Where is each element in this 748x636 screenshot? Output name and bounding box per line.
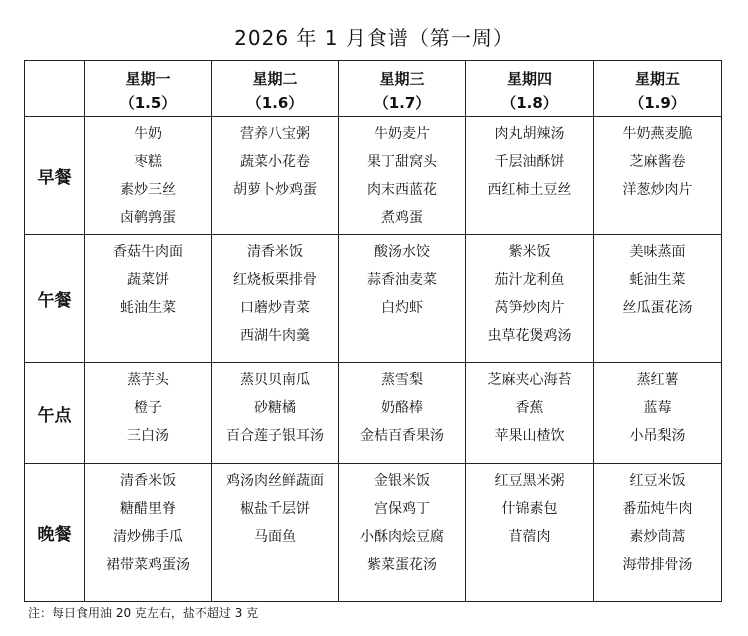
dish-item: 清香米饭 (247, 244, 303, 260)
dish-item: 卤鹌鹑蛋 (120, 210, 176, 226)
dish-item: 蓝莓 (643, 400, 672, 416)
dish-item: 蔬菜饼 (127, 272, 169, 288)
dish-item: 营养八宝粥 (240, 126, 310, 142)
dish-item: 红豆黑米粥 (494, 473, 565, 489)
dish-item: 百合莲子银耳汤 (226, 428, 324, 444)
dish-item: 茄汁龙利鱼 (494, 272, 565, 288)
dish-item: 肉丸胡辣汤 (494, 126, 565, 142)
page-title: 2026 年 1 月食谱（第一周） (234, 26, 514, 50)
dish-item: 素炒茼蒿 (629, 529, 686, 545)
dish-item: 肉末西蓝花 (367, 182, 437, 198)
dish-item: 蒜香油麦菜 (367, 272, 437, 288)
menu-cell (85, 363, 212, 464)
menu-cell (212, 117, 339, 235)
dish-item: 牛奶燕麦脆 (622, 126, 693, 142)
dish-item: 小酥肉烩豆腐 (360, 529, 444, 545)
header-row (25, 61, 722, 117)
dish-item: 苹果山楂饮 (494, 428, 565, 444)
menu-cell (466, 235, 594, 363)
day-header (594, 61, 722, 117)
meal-label: 早餐 (25, 117, 85, 235)
dish-item: 蚝油生菜 (629, 272, 686, 288)
day-header (85, 61, 212, 117)
dish-item: 宫保鸡丁 (374, 501, 430, 517)
dish-item: 鸡汤肉丝鲜蔬面 (226, 473, 324, 489)
menu-cell (212, 464, 339, 602)
dish-item: 蚝油生菜 (120, 300, 176, 316)
dish-item: 煮鸡蛋 (381, 210, 423, 226)
dish-item: 牛奶 (134, 126, 162, 142)
dish-item: 香蕉 (515, 400, 544, 416)
dish-item: 金银米饭 (374, 473, 430, 489)
menu-cell (594, 363, 722, 464)
menu-table (24, 60, 722, 602)
day-date: （1.7） (373, 94, 431, 112)
dish-item: 红烧板栗排骨 (233, 272, 317, 288)
menu-cell (466, 363, 594, 464)
menu-cell (212, 363, 339, 464)
corner-cell (25, 61, 85, 117)
dish-item: 美味蒸面 (629, 244, 686, 260)
menu-cell (594, 235, 722, 363)
day-name: 星期四 (506, 70, 552, 88)
day-date: （1.8） (501, 94, 558, 112)
dish-item: 蒸雪梨 (381, 372, 423, 388)
menu-cell (85, 117, 212, 235)
menu-cell (85, 235, 212, 363)
dish-item: 清香米饭 (120, 473, 176, 489)
day-header (212, 61, 339, 117)
dish-item: 番茄炖牛肉 (622, 501, 693, 517)
dish-item: 三白汤 (127, 428, 169, 444)
meal-row (25, 117, 722, 235)
dish-item: 香菇牛肉面 (113, 244, 183, 260)
dish-item: 酸汤水饺 (374, 244, 430, 260)
dish-item: 胡萝卜炒鸡蛋 (233, 182, 317, 198)
dish-item: 橙子 (134, 400, 162, 416)
day-name: 星期五 (634, 70, 680, 88)
dish-item: 素炒三丝 (120, 182, 176, 198)
dish-item: 糖醋里脊 (120, 501, 176, 517)
day-date: （1.5） (119, 94, 177, 112)
dish-item: 紫菜蛋花汤 (367, 557, 437, 573)
day-date: （1.9） (629, 94, 686, 112)
menu-cell (339, 117, 466, 235)
dish-item: 莴笋炒肉片 (494, 300, 565, 316)
day-header (339, 61, 466, 117)
menu-cell (85, 464, 212, 602)
dish-item: 马面鱼 (254, 529, 296, 545)
day-name: 星期一 (125, 70, 171, 88)
dish-item: 金桔百香果汤 (360, 428, 444, 444)
dish-item: 砂糖橘 (254, 400, 296, 416)
day-header (466, 61, 594, 117)
dish-item: 牛奶麦片 (374, 126, 430, 142)
dish-item: 清炒佛手瓜 (113, 529, 183, 545)
meal-row (25, 235, 722, 363)
dish-item: 蒸红薯 (636, 372, 679, 388)
menu-cell (339, 464, 466, 602)
day-date: （1.6） (246, 94, 304, 112)
dish-item: 什锦素包 (501, 501, 558, 517)
dish-item: 小吊梨汤 (629, 428, 686, 444)
dish-item: 裙带菜鸡蛋汤 (106, 557, 190, 573)
dish-item: 千层油酥饼 (494, 154, 565, 170)
meal-label: 午点 (25, 363, 85, 464)
dish-item: 芝麻夹心海苔 (487, 372, 572, 388)
meal-row (25, 363, 722, 464)
menu-cell (339, 363, 466, 464)
meal-row (25, 464, 722, 602)
menu-cell (466, 117, 594, 235)
menu-cell (466, 464, 594, 602)
dish-item: 红豆米饭 (629, 473, 686, 489)
dish-item: 洋葱炒肉片 (622, 182, 693, 198)
dish-item: 奶酪棒 (381, 400, 423, 416)
dish-item: 椒盐千层饼 (240, 501, 310, 517)
dish-item: 虫草花煲鸡汤 (487, 328, 572, 344)
menu-cell (339, 235, 466, 363)
menu-cell (212, 235, 339, 363)
menu-cell (594, 117, 722, 235)
dish-item: 蒸贝贝南瓜 (240, 372, 310, 388)
day-name: 星期二 (252, 70, 298, 88)
dish-item: 西湖牛肉羹 (240, 328, 310, 344)
dish-item: 白灼虾 (381, 300, 423, 316)
menu-cell (594, 464, 722, 602)
dish-item: 果丁甜窝头 (367, 154, 437, 170)
dish-item: 蔬菜小花卷 (240, 154, 310, 170)
meal-label: 午餐 (25, 235, 85, 363)
dish-item: 枣糕 (134, 154, 162, 170)
day-name: 星期三 (379, 70, 425, 88)
dish-item: 紫米饭 (508, 244, 551, 260)
dish-item: 芝麻酱卷 (629, 154, 686, 170)
dish-item: 海带排骨汤 (622, 557, 693, 573)
dish-item: 丝瓜蛋花汤 (622, 300, 693, 316)
dish-item: 口蘑炒青菜 (240, 300, 310, 316)
dish-item: 苜蓿肉 (508, 529, 551, 545)
dish-item: 蒸芋头 (127, 372, 169, 388)
footnote: 注：每日食用油 20 克左右，盐不超过 3 克 (28, 606, 259, 620)
meal-label: 晚餐 (25, 464, 85, 602)
dish-item: 西红柿土豆丝 (487, 182, 572, 198)
